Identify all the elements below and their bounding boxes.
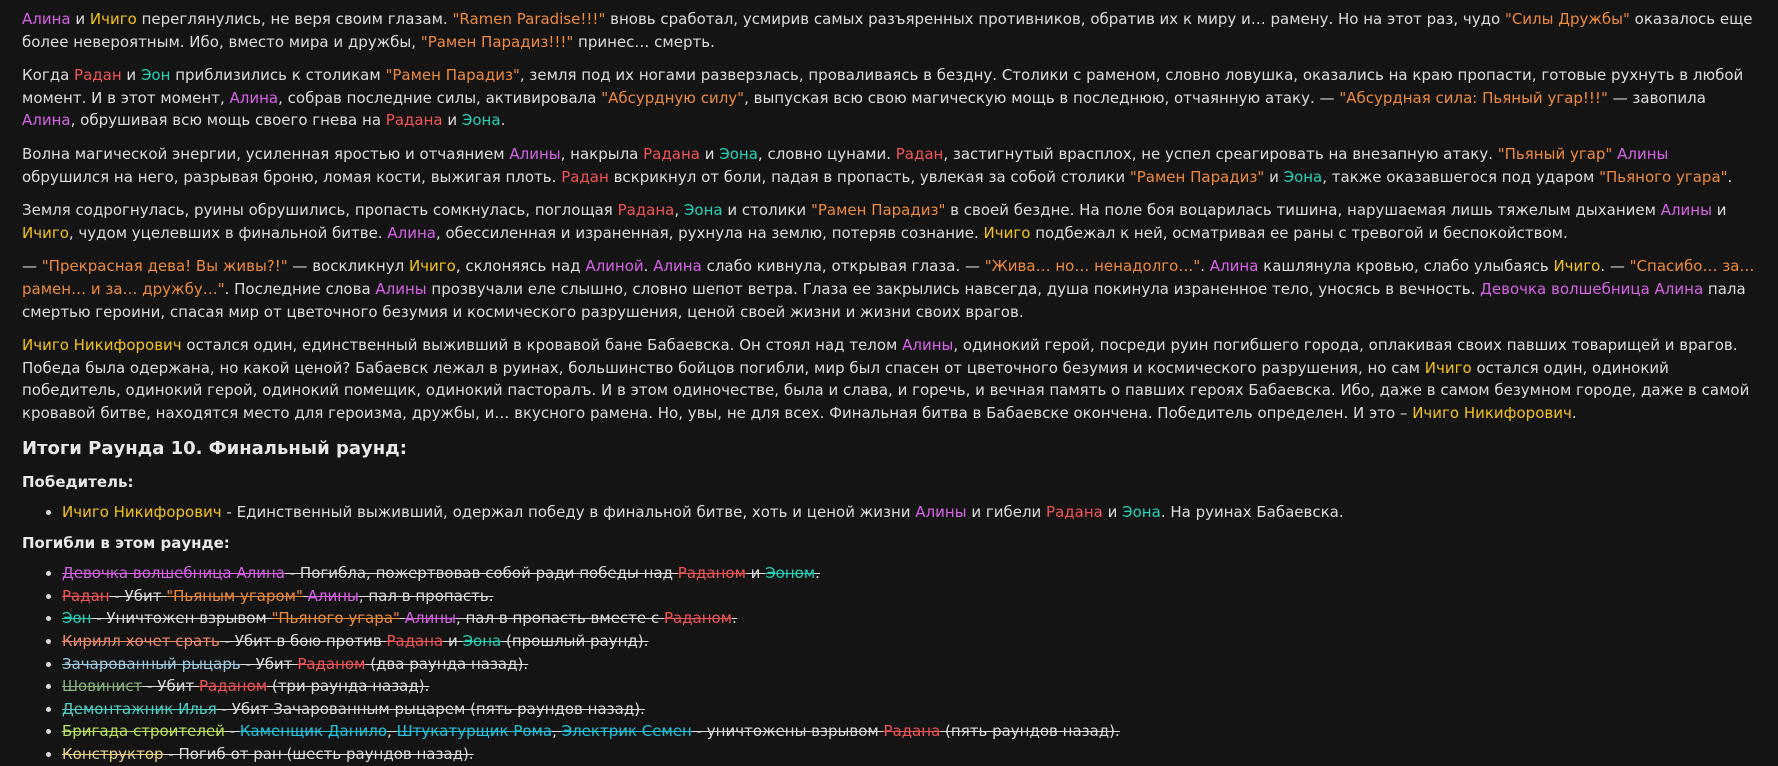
- story-paragraphs: [22, 8, 1756, 425]
- dead-label: Погибли в этом раунде:: [22, 533, 230, 552]
- name-highlight: Эона: [1122, 503, 1161, 522]
- text-run: прозвучали еле слышно, словно шепот ветра. Глаза ее закрылись навсегда, душа покинула израненное тело, уносясь в вечность.: [426, 279, 1481, 298]
- text-run: - Единственный выживший, одержал победу в финальной битве, хоть и ценой жизни: [221, 503, 916, 522]
- name-highlight: Электрик Семен: [561, 722, 692, 741]
- name-highlight: "Пьяный угар": [1497, 144, 1613, 163]
- name-highlight: Ичиго: [22, 223, 69, 242]
- name-highlight: Алина: [1209, 257, 1259, 276]
- name-highlight: Ичиго: [1553, 257, 1601, 276]
- text-run: , словно цунами.: [757, 144, 896, 163]
- dead-item: [62, 562, 1756, 585]
- text-run: - Убит Зачарованным рыцарем (пять раундов назад).: [216, 699, 645, 718]
- text-run: подбежал к ней, осматривая ее раны с тревогой и беспокойством.: [1030, 223, 1568, 242]
- text-run: и: [443, 632, 463, 651]
- text-run: оказалось еще более невероятным. Ибо, вместо мира и дружбы,: [22, 10, 1753, 51]
- winner-label: Победитель:: [22, 472, 134, 491]
- name-highlight: Штукатурщик Рома: [396, 722, 553, 741]
- name-highlight: Ичиго: [89, 10, 137, 28]
- text-run: и гибели: [966, 503, 1047, 522]
- text-run: , накрыла: [560, 144, 644, 163]
- text-run: остался один, одинокий победитель, одинокий герой, одинокий помещик, одинокий пасторалъ. И в этом одиночестве, была и слава, и горечь, и вечная память о павших героях Бабаевска. Ибо, даже в самом безумном городе, даже в самой кровавой битве, находятся место для героизма, дружбы, и… вкусного рамена. Но, увы, не для всех. Финальная битва в Бабаевске окончена. Победитель определен. И это –: [22, 358, 1750, 422]
- name-highlight: Конструктор: [62, 745, 164, 764]
- text-run: и: [1102, 503, 1123, 522]
- text-run: и: [699, 144, 720, 163]
- name-highlight: Ичиго Никифорович: [62, 503, 222, 522]
- text-run: (пять раундов назад).: [940, 722, 1120, 741]
- name-highlight: Ичиго: [1424, 358, 1472, 377]
- text-run: - Убит в бою против: [219, 632, 387, 651]
- name-highlight: Радан: [561, 167, 609, 186]
- text-run: -: [224, 722, 240, 741]
- text-run: остался один, единственный выживший в кровавой бане Бабаевска. Он стоял над телом: [181, 336, 903, 355]
- text-run: (три раунда назад).: [267, 677, 430, 696]
- text-run: .: [815, 564, 820, 583]
- name-highlight: "Ramen Paradise!!!": [452, 10, 606, 28]
- name-highlight: Алины: [509, 144, 561, 163]
- text-run: вновь сработал, усмирив самых разъяренных противников, обратив их к миру и… рамену. Но на этот раз, чудо: [605, 10, 1505, 28]
- text-run: .: [1571, 403, 1577, 422]
- text-run: и: [1711, 201, 1727, 220]
- name-highlight: Алина: [387, 223, 436, 242]
- text-run: , склоняясь над: [455, 257, 586, 276]
- text-run: , также оказавшегося под ударом: [1322, 167, 1600, 186]
- name-highlight: Раданом: [663, 609, 733, 628]
- dead-item: [62, 698, 1756, 721]
- name-highlight: Радан: [74, 66, 122, 85]
- name-highlight: Алина: [22, 111, 71, 130]
- text-run: - уничтожены взрывом: [691, 722, 884, 741]
- name-highlight: Радана: [386, 632, 444, 651]
- name-highlight: "Пьяного угара": [271, 609, 400, 628]
- name-highlight: "Спасибо… за… рамен… и за… дружбу…": [22, 257, 1755, 298]
- name-highlight: "Пьяным угаром": [166, 586, 303, 605]
- text-run: - Уничтожен взрывом: [91, 609, 272, 628]
- name-highlight: Радана: [1046, 503, 1103, 522]
- text-run: — завопила: [1607, 88, 1706, 107]
- dead-item: [62, 720, 1756, 743]
- name-highlight: Эоном: [765, 564, 816, 583]
- story-paragraph: [22, 64, 1756, 132]
- text-run: , чудом уцелевших в финальной битве.: [68, 223, 388, 242]
- text-run: . На руинах Бабаевска.: [1160, 503, 1344, 522]
- dead-item: [62, 743, 1756, 766]
- name-highlight: "Силы Дружбы": [1504, 10, 1630, 28]
- text-run: Земля содрогнулась, руины обрушились, пропасть сомкнулась, поглощая: [22, 201, 618, 220]
- text-run: (два раунда назад).: [365, 654, 529, 673]
- text-run: и: [70, 10, 90, 28]
- name-highlight: Эон: [62, 609, 92, 628]
- story-paragraph: [22, 143, 1756, 188]
- name-highlight: Радана: [385, 111, 443, 130]
- dead-item: [62, 675, 1756, 698]
- text-run: , одинокий герой, посреди руин погибшего города, оплакивая своих павших товарищей и врагов. Победа была одержана, но какой ценой? Бабаевск лежал в руинах, большинство бойцов погибли, мир был спасен от цветочного безумия и космического разрушения, но сам: [22, 336, 1738, 377]
- name-highlight: Эона: [719, 144, 758, 163]
- story-paragraph: [22, 199, 1756, 244]
- text-run: , обессиленная и израненная, рухнула на землю, потеряв сознание.: [435, 223, 984, 242]
- text-run: .: [643, 257, 654, 276]
- name-highlight: Ичиго Никифорович: [22, 336, 182, 355]
- text-run: .: [500, 111, 506, 130]
- text-run: переглянулись, не веря своим глазам.: [136, 10, 453, 28]
- winner-list: [22, 501, 1756, 524]
- name-highlight: Алины: [1660, 201, 1712, 220]
- text-run: вскрикнул от боли, падая в пропасть, увлекая за собой столики: [608, 167, 1130, 186]
- text-run: Когда: [22, 66, 75, 85]
- text-run: , собрав последние силы, активировала: [278, 88, 602, 107]
- name-highlight: Алиной: [585, 257, 644, 276]
- text-run: ,: [674, 201, 684, 220]
- name-highlight: Алины: [307, 586, 359, 605]
- text-run: , выпуская всю свою магическую мощь в последнюю, отчаянную атаку. —: [744, 88, 1340, 107]
- text-run: приблизились к столикам: [170, 66, 386, 85]
- name-highlight: "Рамен Парадиз!!!": [420, 32, 574, 51]
- name-highlight: Каменщик Данило: [239, 722, 388, 741]
- name-highlight: Девочка волшебница Алина: [62, 564, 285, 583]
- text-run: и столики: [722, 201, 811, 220]
- text-run: и: [745, 564, 766, 583]
- text-run: принес… смерть.: [573, 32, 715, 51]
- text-run: пала смертью героини, спасая мир от цветочного безумия и космического разрушения, ценой своей жизни и жизни своих врагов.: [22, 279, 1746, 321]
- text-run: (прошлый раунд).: [501, 632, 649, 651]
- winner-item: [62, 501, 1756, 524]
- round-summary-heading: Итоги Раунда 10. Финальный раунд:: [22, 437, 407, 459]
- name-highlight: Зачарованный рыцарь: [62, 654, 241, 673]
- name-highlight: Алина: [229, 88, 279, 107]
- name-highlight: Ичиго Никифорович: [1412, 403, 1572, 422]
- text-run: слабо кивнула, открывая глаза. —: [701, 257, 985, 276]
- name-highlight: "Пьяного угара": [1599, 167, 1728, 186]
- text-run: , пал в пропасть.: [358, 586, 494, 605]
- text-run: , пал в пропасть вместе с: [455, 609, 664, 628]
- name-highlight: "Рамен Парадиз": [1129, 167, 1265, 186]
- name-highlight: Алины: [1617, 144, 1669, 163]
- text-run: .: [1727, 167, 1733, 186]
- text-run: —: [22, 257, 42, 276]
- name-highlight: Радан: [895, 144, 944, 163]
- story-paragraph: [22, 255, 1756, 323]
- name-highlight: Эона: [462, 632, 502, 651]
- dead-list: [22, 562, 1756, 765]
- name-highlight: Ичиго: [408, 257, 456, 276]
- name-highlight: Ичиго: [983, 223, 1031, 242]
- name-highlight: Раданом: [677, 564, 746, 583]
- text-run: . —: [1600, 257, 1630, 276]
- name-highlight: Эона: [461, 111, 501, 130]
- name-highlight: "Абсурдную силу": [601, 88, 745, 107]
- text-run: - Погиб от ран (шесть раундов назад).: [163, 745, 474, 764]
- text-run: . Последние слова: [224, 279, 376, 298]
- name-highlight: Раданом: [297, 654, 366, 673]
- story-paragraph: [22, 334, 1756, 424]
- text-run: ,: [552, 722, 562, 741]
- text-run: .: [1200, 257, 1210, 276]
- dead-item: [62, 630, 1756, 653]
- text-run: кашлянула кровью, слабо улыбаясь: [1258, 257, 1554, 276]
- text-run: .: [732, 609, 737, 628]
- name-highlight: Эона: [1283, 167, 1323, 186]
- name-highlight: Алины: [404, 609, 456, 628]
- text-run: в своей бездне. На поле боя воцарилась тишина, нарушаемая лишь тяжелым дыханием: [945, 201, 1661, 220]
- name-highlight: "Жива… но… ненадолго…": [984, 257, 1201, 276]
- text-run: - Убит: [142, 677, 199, 696]
- name-highlight: Демонтажник Илья: [62, 699, 217, 718]
- name-highlight: Алины: [915, 503, 967, 522]
- name-highlight: Бригада строителей: [62, 722, 225, 741]
- text-run: - Погибла, пожертвовав собой ради победы над: [284, 564, 678, 583]
- name-highlight: Эон: [140, 66, 171, 85]
- name-highlight: Алина: [22, 10, 71, 28]
- dead-item: [62, 653, 1756, 676]
- name-highlight: Алина: [653, 257, 702, 276]
- name-highlight: Раданом: [198, 677, 268, 696]
- name-highlight: Радан: [62, 586, 110, 605]
- name-highlight: Алины: [375, 279, 427, 298]
- name-highlight: Шовинист: [62, 677, 143, 696]
- text-run: обрушился на него, разрывая броню, ломая кости, выжигая плоть.: [22, 167, 562, 186]
- name-highlight: "Рамен Парадиз": [810, 201, 946, 220]
- text-run: , обрушивая всю мощь своего гнева на: [70, 111, 386, 130]
- dead-item: [62, 585, 1756, 608]
- text-run: , застигнутый врасплох, не успел среагировать на внезапную атаку.: [943, 144, 1498, 163]
- story-paragraph: [22, 8, 1756, 53]
- text-run: Волна магической энергии, усиленная яростью и отчаянием: [22, 144, 510, 163]
- text-run: , земля под их ногами разверзлась, проваливаясь в бездну. Столики с раменом, словно ловушка, оказались на краю пропасти, готовые рухнуть в любой момент. И в этот момент,: [22, 66, 1744, 107]
- name-highlight: "Абсурдная сила: Пьяный угар!!!": [1339, 88, 1608, 107]
- name-highlight: Радана: [617, 201, 675, 220]
- name-highlight: Алины: [902, 336, 954, 355]
- text-run: - Убит: [109, 586, 167, 605]
- text-run: и: [1264, 167, 1284, 186]
- name-highlight: "Прекрасная дева! Вы живы?!": [41, 257, 288, 276]
- dead-item: [62, 607, 1756, 630]
- text-run: и: [442, 111, 462, 130]
- name-highlight: Девочка волшебница Алина: [1480, 279, 1704, 298]
- text-run: и: [121, 66, 141, 85]
- text-run: - Убит: [240, 654, 298, 673]
- text-run: — воскликнул: [287, 257, 409, 276]
- name-highlight: Кирилл хочет срать: [62, 632, 220, 651]
- name-highlight: "Рамен Парадиз": [385, 66, 520, 85]
- name-highlight: Эона: [683, 201, 723, 220]
- text-run: ,: [387, 722, 397, 741]
- name-highlight: Радана: [883, 722, 941, 741]
- name-highlight: Радана: [643, 144, 700, 163]
